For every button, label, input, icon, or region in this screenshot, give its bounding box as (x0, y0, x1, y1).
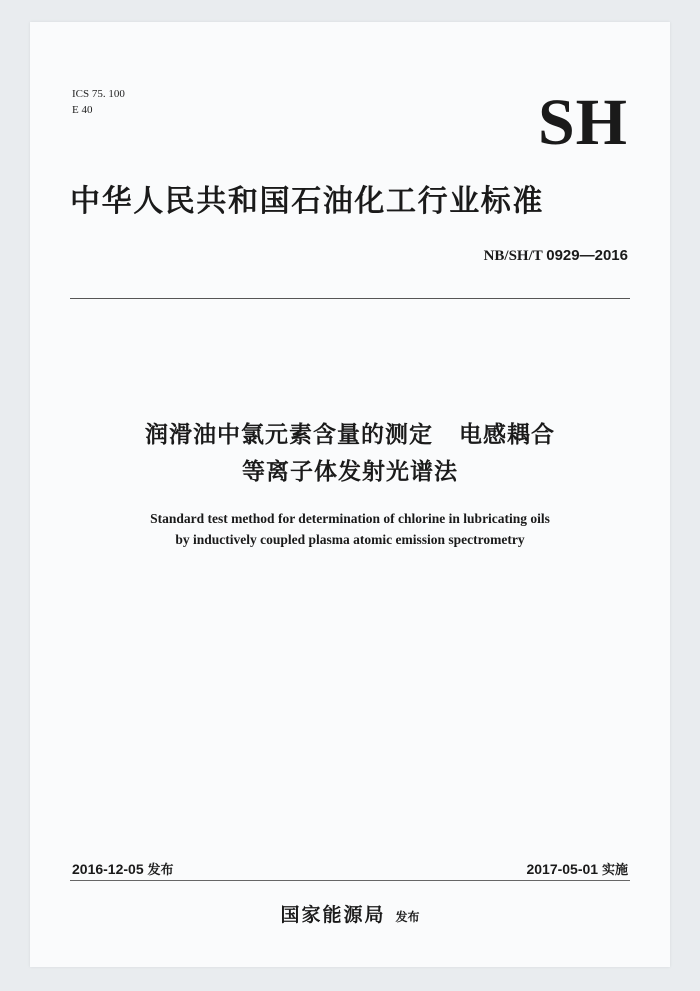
standard-organization-title: 中华人民共和国石油化工行业标准 (70, 184, 544, 219)
ics-code: ICS 75. 100 (72, 88, 125, 100)
top-divider (70, 298, 630, 299)
chinese-title-part-1: 润滑油中氯元素含量的测定 (145, 422, 433, 448)
chinese-title-part-2: 电感耦合 (459, 422, 555, 448)
standard-number-digits: 0929—2016 (546, 247, 628, 264)
issue-date-label: 发布 (147, 863, 174, 878)
chinese-title-line-2: 等离子体发射光谱法 (242, 459, 458, 485)
standard-number (484, 247, 628, 265)
chinese-title (40, 417, 660, 491)
effective-date-block (526, 860, 628, 880)
standard-number-prefix: NB/SH/T (483, 248, 547, 264)
document-page (30, 22, 670, 967)
standard-category-mark: SH (537, 86, 628, 159)
bottom-divider (70, 880, 630, 881)
english-title (40, 508, 660, 550)
issuing-authority (0, 900, 700, 927)
effective-date-label: 实施 (601, 863, 628, 878)
english-title-line-1: Standard test method for determination of chlorine in lubricating oils (150, 511, 550, 526)
issuer-name: 国家能源局 (280, 904, 386, 926)
effective-date: 2017-05-01 (526, 861, 599, 877)
issue-date-block (72, 860, 174, 880)
english-title-line-2: by inductively coupled plasma atomic emission spectrometry (175, 532, 525, 547)
issuer-verb: 发布 (395, 910, 420, 924)
chinese-title-line-1 (40, 417, 660, 454)
classification-codes (72, 86, 125, 118)
issue-date: 2016-12-05 (72, 861, 144, 877)
ccs-code: E 40 (72, 104, 93, 116)
